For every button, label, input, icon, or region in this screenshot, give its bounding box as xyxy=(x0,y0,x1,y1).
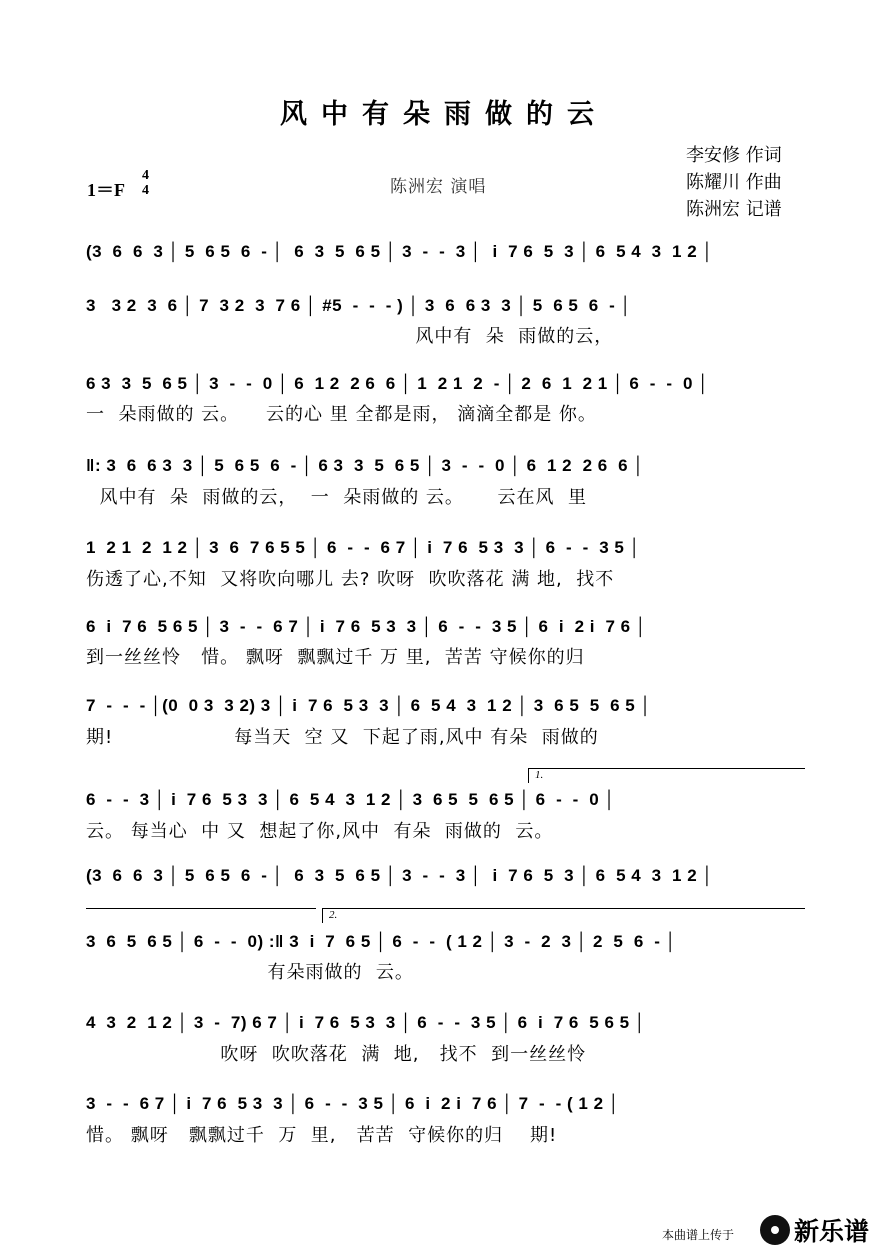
score-row-10-notes: 3 6 5 6 5 │ 6 - - 0) :‖ 3 i 7 6 5 │ 6 - - ( 1 2 │ 3 - 2 3 │ 2 5 6 - │ xyxy=(86,932,677,951)
first-ending-bracket xyxy=(528,768,805,783)
site-logo-text: 新乐谱 xyxy=(794,1217,870,1246)
vinyl-record-icon xyxy=(760,1215,790,1245)
score-row-7-notes: 7 - - - │(0 0 3 3 2) 3 │ i 7 6 5 3 3 │ 6 5 4 3 1 2 │ 3 6 5 5 6 5 │ xyxy=(86,696,652,715)
score-row-6-notes: 6 i 7 6 5 6 5 │ 3 - - 6 7 │ i 7 6 5 3 3 │ 6 - - 3 5 │ 6 i 2 i 7 6 │ xyxy=(86,617,647,636)
site-logo[interactable] xyxy=(760,1212,869,1248)
credits xyxy=(686,142,782,223)
score-row-2-lyric: 风中有 朵 雨做的云， xyxy=(86,326,614,347)
second-ending-bracket xyxy=(322,908,805,923)
score-row-5-notes: 1 2 1 2 1 2 │ 3 6 7 6 5 5 │ 6 - - 6 7 │ i 7 6 5 3 3 │ 6 - - 3 5 │ xyxy=(86,538,641,557)
score-row-3-lyric: 一 朵雨做的 云。 云的心 里 全都是雨， 滴滴全都是 你。 xyxy=(86,404,597,425)
time-signature xyxy=(142,168,149,198)
score-row-4-lyric: 风中有 朵 雨做的云， 一 朵雨做的 云。 云在风 里 xyxy=(86,487,587,508)
singer-credit: 陈洲宏 演唱 xyxy=(390,177,487,197)
score-row-2-notes: 3 3 2 3 6 │ 7 3 2 3 7 6 │ #5 - - - ) │ 3 6 6 3 3 │ 5 6 5 6 - │ xyxy=(86,296,632,315)
score-row-8-notes: 6 - - 3 │ i 7 6 5 3 3 │ 6 5 4 3 1 2 │ 3 6 5 5 6 5 │ 6 - - 0 │ xyxy=(86,790,616,809)
first-ending-continuation xyxy=(86,908,316,923)
key-signature: 1＝F xyxy=(87,180,125,200)
score-row-10-lyric: 有朵雨做的 云。 xyxy=(86,962,414,983)
score-row-9-notes: (3 6 6 3 │ 5 6 5 6 - │ 6 3 5 6 5 │ 3 - - 3 │ i 7 6 5 3 │ 6 5 4 3 1 2 │ xyxy=(86,866,714,885)
time-signature-bottom: 4 xyxy=(142,183,149,198)
lyricist-credit: 李安修 作词 xyxy=(686,145,782,166)
score-row-12-notes: 3 - - 6 7 │ i 7 6 5 3 3 │ 6 - - 3 5 │ 6 i 2 i 7 6 │ 7 - - ( 1 2 │ xyxy=(86,1094,620,1113)
score-row-8-lyric: 云。 每当心 中 又 想起了你,风中 有朵 雨做的 云。 xyxy=(86,821,554,842)
score-row-6-lyric: 到一丝丝怜 惜。 飘呀 飘飘过千 万 里, 苦苦 守候你的归 xyxy=(86,647,585,668)
score-row-1-notes: (3 6 6 3 │ 5 6 5 6 - │ 6 3 5 6 5 │ 3 - - 3 │ i 7 6 5 3 │ 6 5 4 3 1 2 │ xyxy=(86,242,714,261)
score-row-3-notes: 6 3 3 5 6 5 │ 3 - - 0 │ 6 1 2 2 6 6 │ 1 2 1 2 - │ 2 6 1 2 1 │ 6 - - 0 │ xyxy=(86,374,710,393)
upload-source-text: 本曲谱上传于 xyxy=(662,1228,735,1242)
first-ending-label: 1. xyxy=(535,769,544,781)
page-title: 风中有朵雨做的云 xyxy=(280,99,608,130)
score-row-5-lyric: 伤透了心,不知 又将吹向哪儿 去? 吹呀 吹吹落花 满 地, 找不 xyxy=(86,569,615,590)
time-signature-top: 4 xyxy=(142,168,149,183)
score-row-11-notes: 4 3 2 1 2 │ 3 - 7) 6 7 │ i 7 6 5 3 3 │ 6 - - 3 5 │ 6 i 7 6 5 6 5 │ xyxy=(86,1013,646,1032)
score-row-11-lyric: 吹呀 吹吹落花 满 地, 找不 到一丝丝怜 xyxy=(86,1044,587,1065)
score-row-4-notes: ‖: 3 6 6 3 3 │ 5 6 5 6 - │ 6 3 3 5 6 5 │ 3 - - 0 │ 6 1 2 2 6 6 │ xyxy=(86,456,645,475)
score-row-12-lyric: 惜。 飘呀 飘飘过千 万 里, 苦苦 守候你的归 期! xyxy=(86,1125,558,1146)
second-ending-label: 2. xyxy=(329,909,338,921)
composer-credit: 陈耀川 作曲 xyxy=(686,172,782,193)
transcriber-credit: 陈洲宏 记谱 xyxy=(686,199,782,220)
score-row-7-lyric: 期! 每当天 空 又 下起了雨,风中 有朵 雨做的 xyxy=(86,727,599,748)
